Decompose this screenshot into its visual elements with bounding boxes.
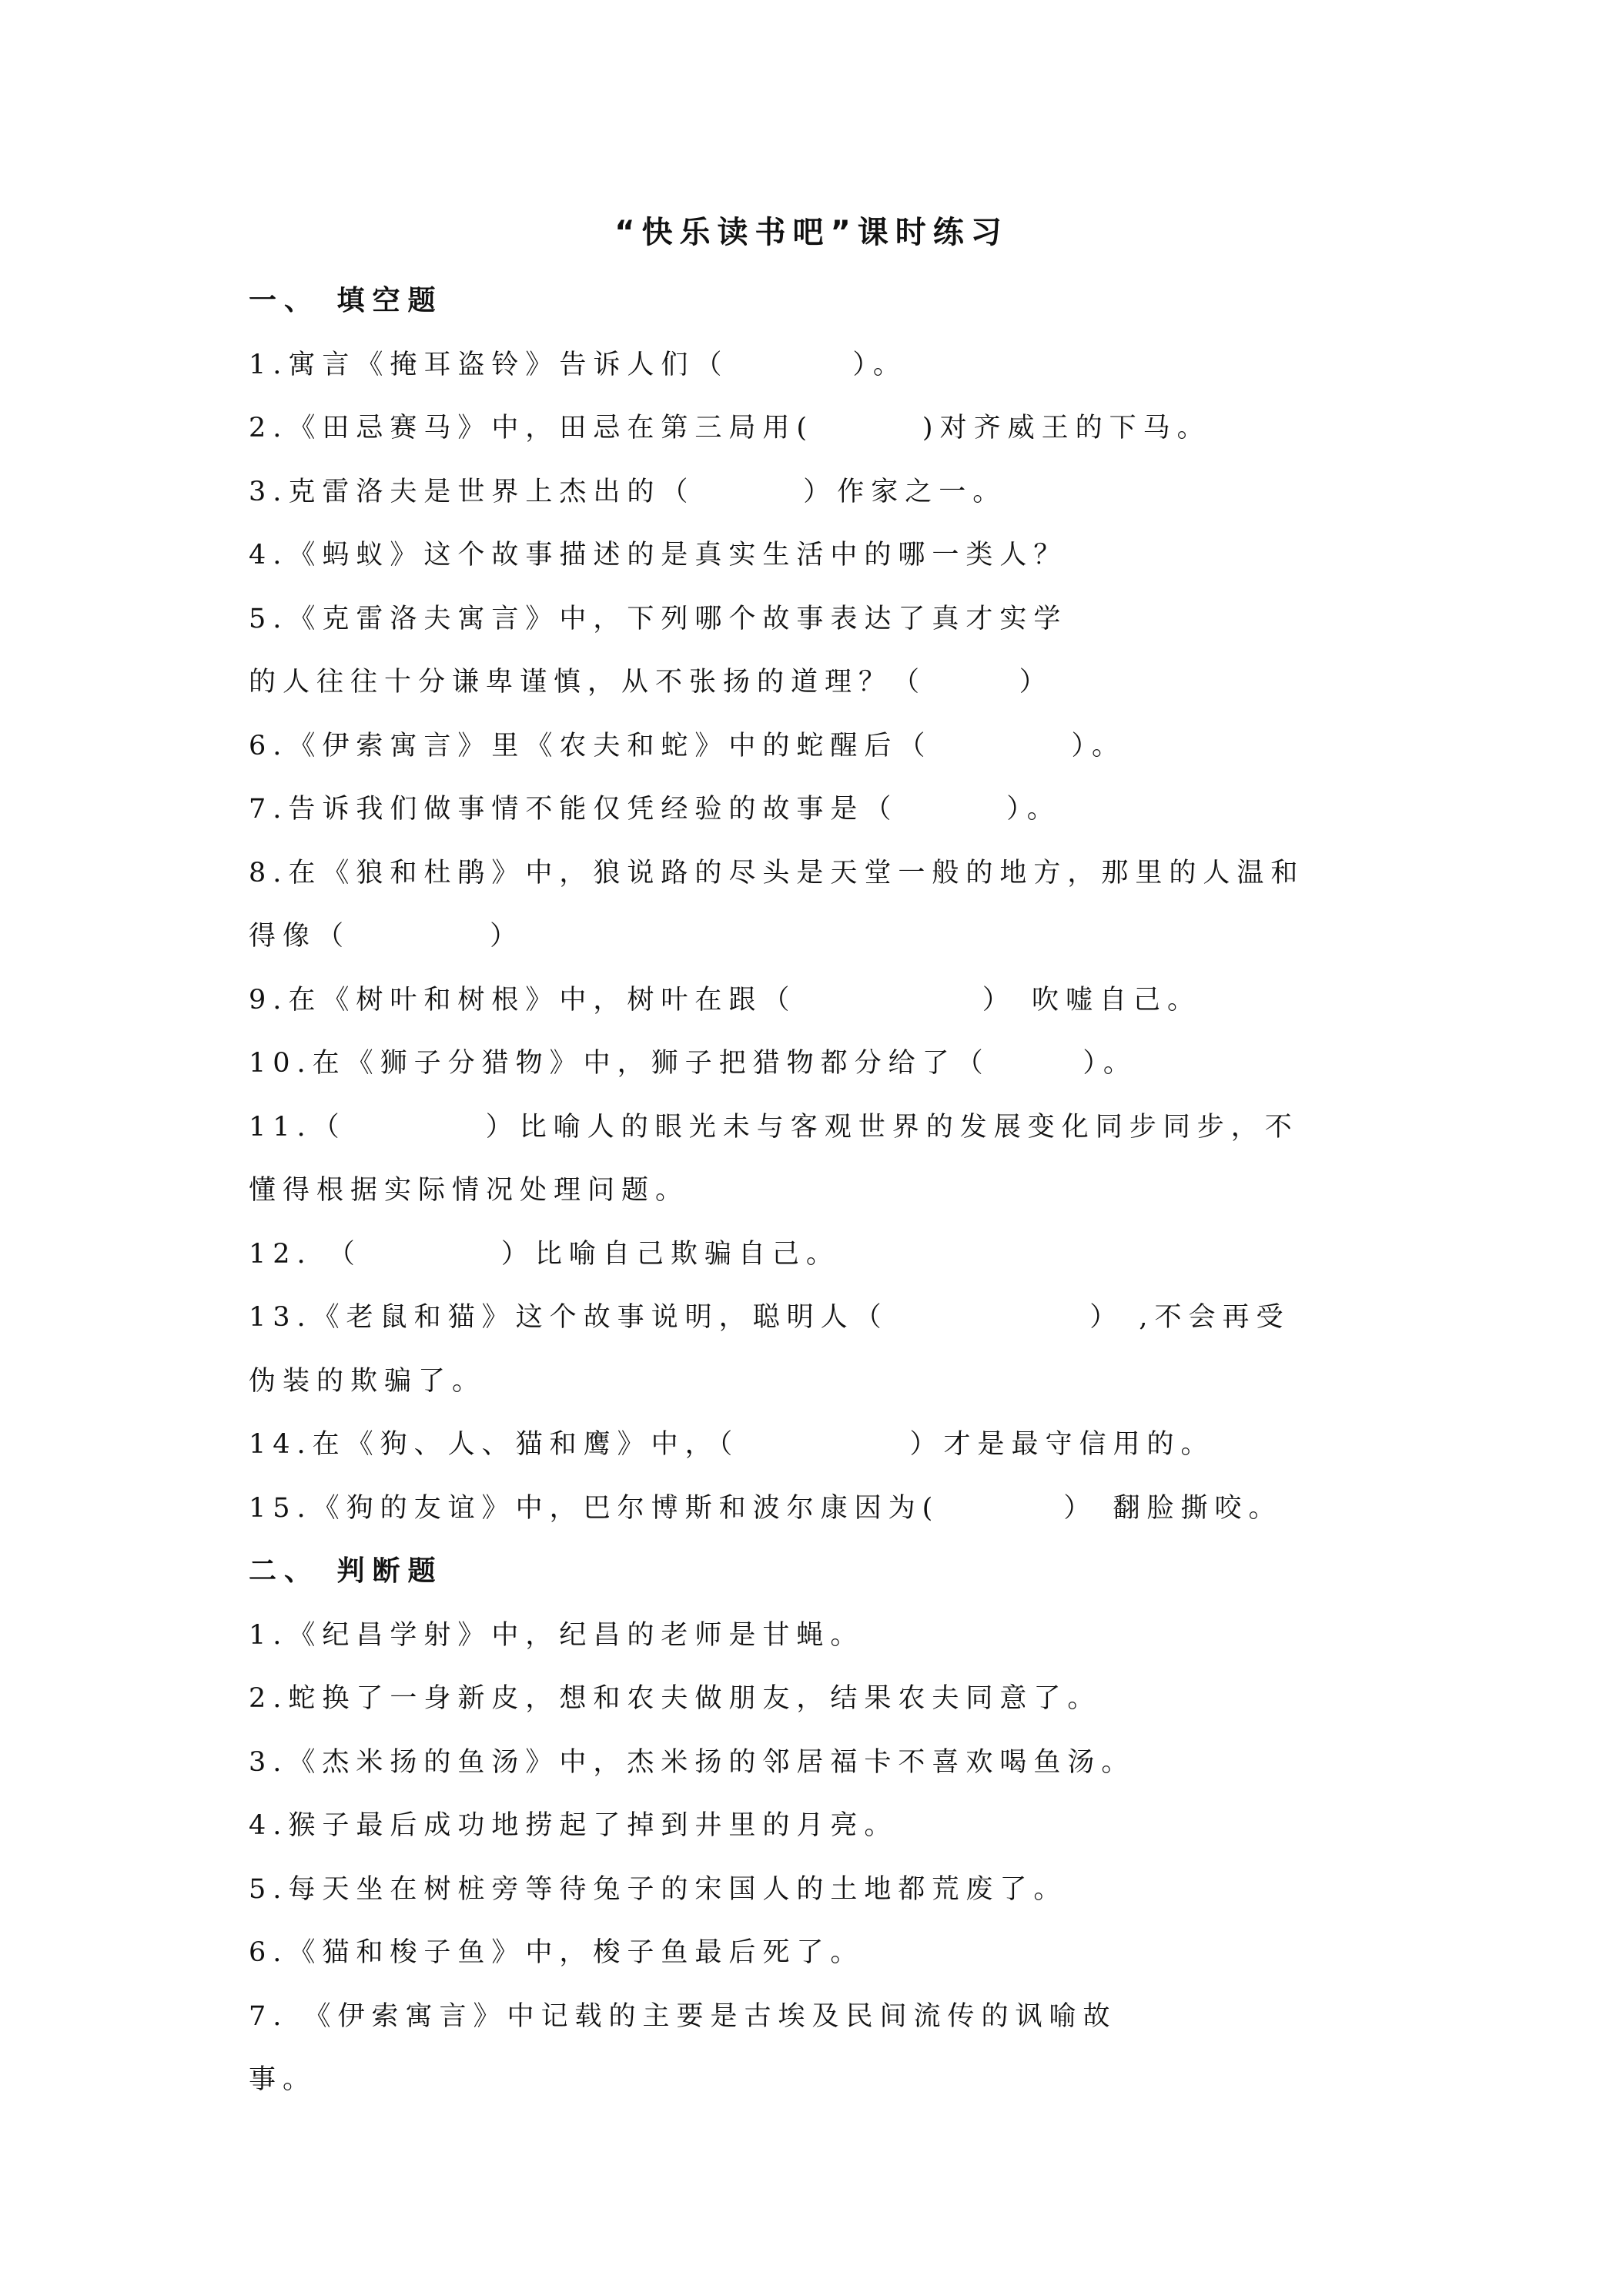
question-line: 1.《纪昌学射》中，纪昌的老师是甘蝇。 bbox=[249, 1619, 865, 1651]
true-false-questions bbox=[249, 1604, 1404, 2112]
question-line: 1.寓言《掩耳盗铃》告诉人们（ ）。 bbox=[249, 349, 907, 380]
question-line: 10.在《狮子分猎物》中，狮子把猎物都分给了（ ）。 bbox=[249, 1048, 1137, 1079]
question-line: 6.《猫和梭子鱼》中，梭子鱼最后死了。 bbox=[249, 1937, 865, 1968]
question-line: 14.在《狗、人、猫和鹰》中，（ ）才是最守信用的。 bbox=[249, 1429, 1215, 1460]
question-line: 2.蛇换了一身新皮，想和农夫做朋友，结果农夫同意了。 bbox=[249, 1683, 1102, 1714]
question-line: 伪装的欺骗了。 bbox=[249, 1365, 487, 1397]
question-line: 得像（ ） bbox=[249, 921, 524, 952]
section-heading-true-false: 二、 判断题 bbox=[249, 1555, 443, 1587]
question-line: 5.《克雷洛夫寓言》中，下列哪个故事表达了真才实学 bbox=[249, 603, 1068, 634]
section-heading-fill-in-blank: 一、 填空题 bbox=[249, 285, 443, 316]
question-line: 13.《老鼠和猫》这个故事说明，聪明人（ ） ,不会再受 bbox=[249, 1302, 1290, 1333]
question-line: 11.（ ）比喻人的眼光未与客观世界的发展变化同步同步，不 bbox=[249, 1111, 1299, 1143]
question-line: 15.《狗的友谊》中，巴尔博斯和波尔康因为( ） 翻脸撕咬。 bbox=[249, 1492, 1283, 1524]
question-line: 9.在《树叶和树根》中，树叶在跟（ ） 吹嘘自己。 bbox=[249, 984, 1202, 1016]
question-line: 8.在《狼和杜鹃》中，狼说路的尽头是天堂一般的地方，那里的人温和 bbox=[249, 857, 1305, 889]
page-title: “快乐读书吧”课时练习 bbox=[614, 215, 1009, 250]
question-line: 7.告诉我们做事情不能仅凭经验的故事是（ ）。 bbox=[249, 794, 1061, 825]
fill-in-blank-questions bbox=[249, 333, 1404, 1541]
question-line: 的人往往十分谦卑谨慎，从不张扬的道理？（ ） bbox=[249, 667, 1053, 698]
question-line: 事。 bbox=[249, 2064, 317, 2095]
question-line: 6.《伊索寓言》里《农夫和蛇》中的蛇醒后（ ）。 bbox=[249, 730, 1126, 761]
question-line: 3.克雷洛夫是世界上杰出的（ ）作家之一。 bbox=[249, 476, 1007, 507]
question-line: 5.每天坐在树桩旁等待兔子的宋国人的土地都荒废了。 bbox=[249, 1873, 1068, 1905]
question-line: 12. （ ）比喻自己欺骗自己。 bbox=[249, 1238, 840, 1270]
question-line: 4.猴子最后成功地捞起了掉到井里的月亮。 bbox=[249, 1810, 899, 1841]
question-line: 4.《蚂蚁》这个故事描述的是真实生活中的哪一类人？ bbox=[249, 540, 1068, 571]
question-line: 2.《田忌赛马》中，田忌在第三局用( )对齐威王的下马。 bbox=[249, 413, 1211, 443]
question-line: 懂得根据实际情况处理问题。 bbox=[249, 1175, 690, 1206]
question-line: 7. 《伊索寓言》中记载的主要是古埃及民间流传的讽喻故 bbox=[249, 2000, 1117, 2032]
worksheet-body bbox=[249, 269, 1404, 2112]
question-line: 3.《杰米扬的鱼汤》中，杰米扬的邻居福卡不喜欢喝鱼汤。 bbox=[249, 1746, 1136, 1778]
